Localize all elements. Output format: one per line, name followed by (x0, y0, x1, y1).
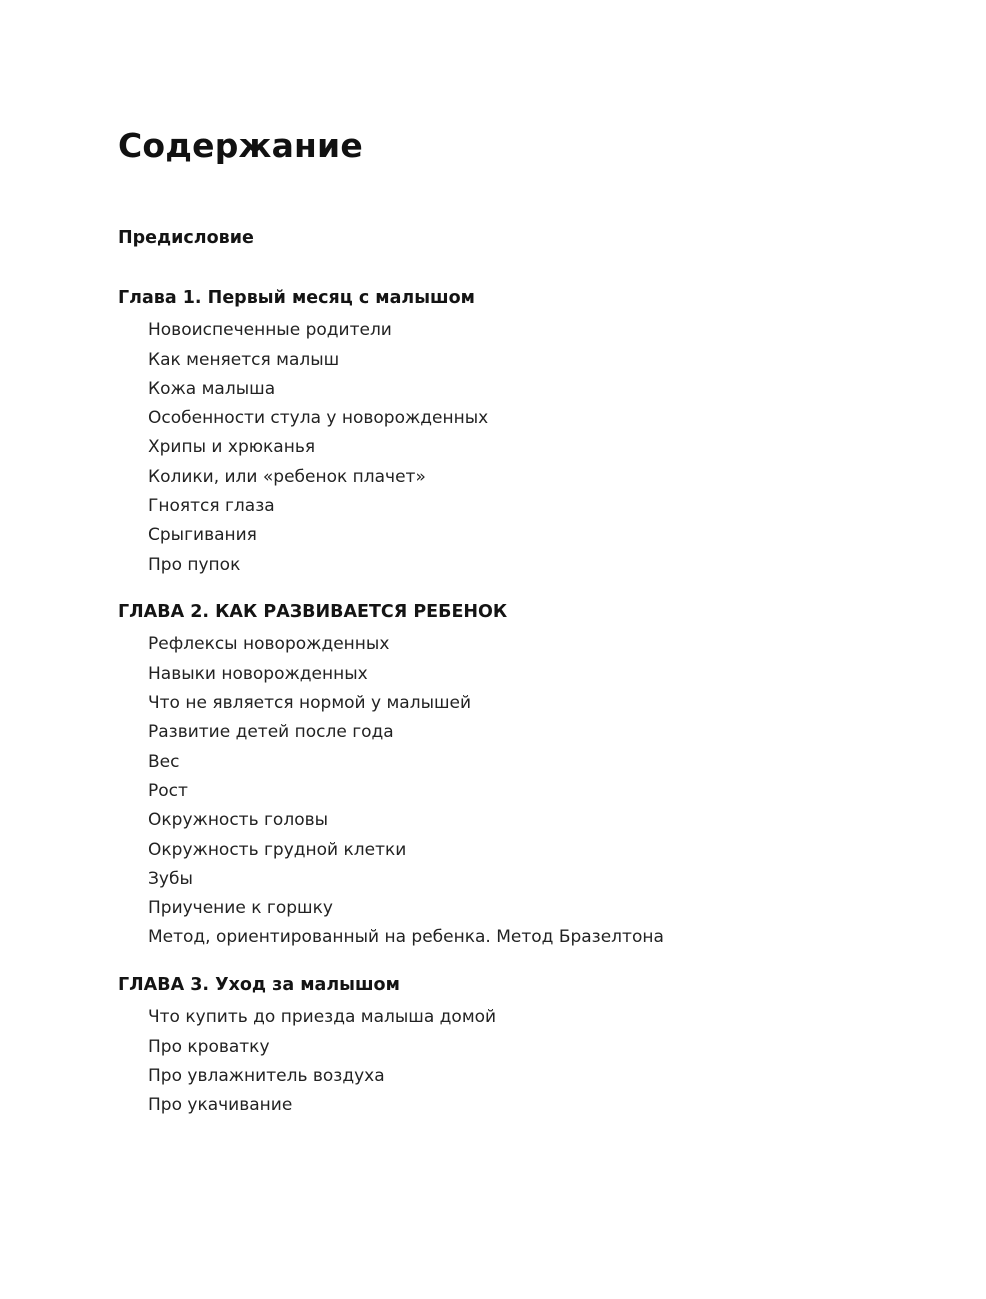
page-title: Содержание (118, 126, 363, 165)
toc-entry[interactable]: Зубы (148, 868, 193, 889)
toc-entry[interactable]: Особенности стула у новорожденных (148, 408, 489, 429)
toc-entry[interactable]: Новоиспеченные родители (148, 320, 392, 341)
toc-entry[interactable]: Навыки новорожденных (148, 663, 368, 684)
table-of-contents (118, 128, 878, 1120)
toc-entry[interactable]: Про укачивание (148, 1095, 293, 1116)
toc-entry[interactable]: Про увлажнитель воздуха (148, 1065, 385, 1086)
toc-entry[interactable]: Окружность головы (148, 810, 329, 831)
toc-entry[interactable]: Рефлексы новорожденных (148, 634, 390, 655)
toc-entry[interactable]: Что не является нормой у малышей (148, 693, 472, 714)
toc-entry[interactable]: Как меняется малыш (148, 349, 340, 370)
toc-entry[interactable]: Окружность грудной клетки (148, 839, 407, 860)
toc-entry[interactable]: Приучение к горшку (148, 898, 333, 919)
toc-entry[interactable]: Вес (148, 751, 180, 772)
toc-section-heading[interactable]: Предисловие (118, 228, 254, 249)
toc-section-heading[interactable]: Глава 1. Первый месяц с малышом (118, 287, 475, 308)
toc-section-list (118, 230, 878, 1120)
toc-entry[interactable]: Колики, или «ребенок плачет» (148, 466, 426, 487)
toc-section-heading[interactable]: ГЛАВА 3. Уход за малышом (118, 974, 400, 995)
toc-section (118, 601, 878, 953)
toc-entry[interactable]: Метод, ориентированный на ребенка. Метод Бразелтона (148, 927, 664, 948)
toc-entry[interactable]: Развитие детей после года (148, 722, 394, 743)
toc-entry[interactable]: Про пупок (148, 554, 241, 575)
toc-entry[interactable]: Срыгивания (148, 525, 257, 546)
toc-section-heading[interactable]: ГЛАВА 2. КАК РАЗВИВАЕТСЯ РЕБЕНОК (118, 601, 508, 622)
section-spacer (118, 953, 878, 977)
toc-section (118, 287, 878, 580)
toc-entry[interactable]: Кожа малыша (148, 378, 276, 399)
toc-entry[interactable]: Про кроватку (148, 1036, 270, 1057)
toc-entry[interactable]: Рост (148, 780, 188, 801)
toc-section (118, 230, 878, 248)
toc-section (118, 974, 878, 1121)
toc-entry[interactable]: Хрипы и хрюканья (148, 437, 316, 458)
toc-entry[interactable]: Гноятся глаза (148, 496, 275, 517)
section-spacer (118, 580, 878, 604)
section-spacer (118, 266, 878, 290)
toc-entry[interactable]: Что купить до приезда малыша домой (148, 1007, 497, 1028)
